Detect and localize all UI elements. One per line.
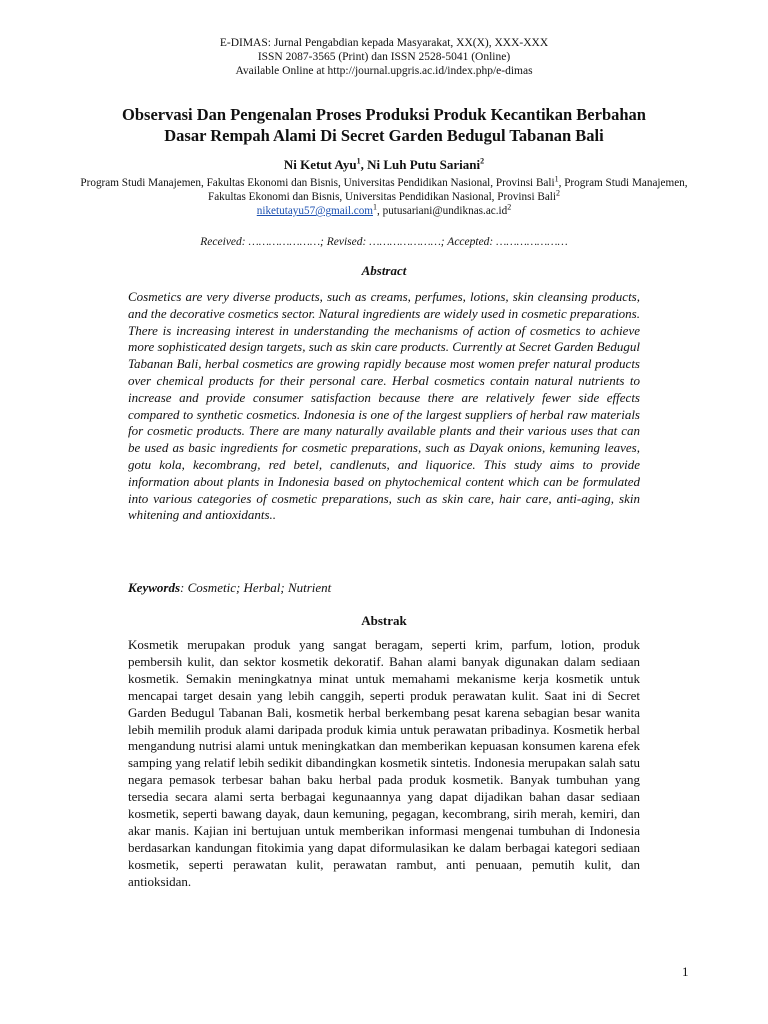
submission-dates: Received: …………………; Revised: …………………; Accepted: ………………… — [200, 236, 568, 248]
affiliation-2: , Program Studi Manajemen, Fakultas Ekonomi dan Bisnis, Universitas Pendidikan Nasional, Provinsi Bali — [207, 177, 688, 203]
affiliation-1-marker: 1 — [554, 174, 559, 184]
keywords-label: Keywords — [128, 580, 180, 595]
journal-name: E-DIMAS: Jurnal Pengabdian kepada Masyarakat, XX(X), XXX-XXX — [219, 37, 549, 49]
author-1: Ni Ketut Ayu — [283, 157, 357, 172]
keywords — [128, 579, 640, 596]
journal-online-url: Available Online at http://journal.upgris.ac.id/index.php/e-dimas — [235, 65, 533, 77]
author-emails — [0, 204, 768, 218]
title-line-2: Dasar Rempah Alami Di Secret Garden Bedugul Tabanan Bali — [164, 126, 604, 145]
email-1-marker: 1 — [373, 202, 378, 212]
abstract-body: Cosmetics are very diverse products, such as creams, perfumes, lotions, skin cleansing products, and the decorative cosmetics sector. Natural ingredients are widely used in cosmetic preparations. There is increasing interest in understanding the mechanisms of action of cosmetics to achieve more sophisticated design targets, such as skin care products. Currently at Secret Garden Bedugul Tabanan Bali, herbal cosmetics are growing rapidly because most women prefer natural products over chemical products for their personal care. Herbal cosmetics contain natural nutrients to increase and provide consumer satisfaction because there are relatively fewer side effects compared to synthetic cosmetics. Indonesia is one of the largest suppliers of herbal raw materials for cosmetic products. There are many naturally available plants and their various uses that can be used as basic ingredients for cosmetic preparations, such as Dayak onions, kemuning leaves, gotu kola, kecombrang, red betel, candlenuts, and liquorice. This study aims to provide information about plants in Indonesia based on phytochemical content which can be formulated into various categories of cosmetic preparations, such as skin care, hair care, anti-aging, skin whitening and antioxidants.. — [128, 289, 640, 523]
journal-issn: ISSN 2087-3565 (Print) dan ISSN 2528-5041 (Online) — [257, 51, 511, 63]
paper-title — [80, 104, 688, 146]
author-2: Ni Luh Putu Sariani — [367, 157, 481, 172]
author-separator: , — [360, 157, 368, 172]
email-separator: , — [377, 205, 383, 217]
affiliation-2-marker: 2 — [556, 187, 561, 197]
affiliation-1: Program Studi Manajemen, Fakultas Ekonomi dan Bisnis, Universitas Pendidikan Nasional, Provinsi Bali — [80, 177, 555, 189]
abstract-heading: Abstract — [361, 263, 407, 278]
email-link-1[interactable]: niketutayu57@gmail.com — [256, 205, 374, 217]
title-line-1: Observasi Dan Pengenalan Proses Produksi Produk Kecantikan Berbahan — [122, 105, 646, 124]
author-2-affil-marker: 2 — [480, 156, 485, 166]
keywords-value: : Cosmetic; Herbal; Nutrient — [180, 580, 332, 595]
author-list — [0, 157, 768, 173]
author-1-affil-marker: 1 — [356, 156, 361, 166]
abstrak-body: Kosmetik merupakan produk yang sangat beragam, seperti krim, parfum, lotion, produk pembersih kulit, dan sektor kosmetik dekoratif. Bahan alami banyak digunakan dalam sediaan kosmetik. Semakin meningkatnya minat untuk memahami mekanisme kerja kosmetik untuk mencapai target desain yang lebih canggih, seperti produk perawatan kulit. Saat ini di Secret Garden Bedugul Tabanan Bali, kosmetik herbal berkembang pesat karena sebagian besar wanita lebih memilih produk alami daripada produk kimia untuk perawatan pribadinya. Kosmetik herbal mengandung nutrisi alami untuk meningkatkan dan memberikan kepuasan konsumen karena efek samping yang relatif lebih sedikit dibandingkan kosmetik sintetis. Indonesia merupakan salah satu negara pemasok terbesar bahan baku herbal pada produk kosmetik. Banyak tumbuhan yang tersedia secara alami serta berbagai kegunaannya yang dapat dijadikan bahan dasar sediaan kosmetik, seperti bawang dayak, daun kemuning, pegagan, kecombrang, sirih merah, kemiri, dan akar manis. Kajian ini bertujuan untuk memberikan informasi mengenai tumbuhan di Indonesia berdasarkan kandungan fitokimia yang dapat diformulasikan ke dalam berbagai kategori sediaan kosmetik, seperti perawatan kulit, perawatan rambut, anti penuaan, pemutih kulit, dan antioksidan. — [128, 637, 640, 889]
email-2-marker: 2 — [507, 202, 512, 212]
page-number: 1 — [682, 964, 689, 979]
affiliations — [70, 174, 698, 204]
email-2: putusariani@undiknas.ac.id — [382, 205, 508, 217]
abstrak-heading: Abstrak — [361, 613, 407, 628]
journal-header — [0, 36, 768, 78]
